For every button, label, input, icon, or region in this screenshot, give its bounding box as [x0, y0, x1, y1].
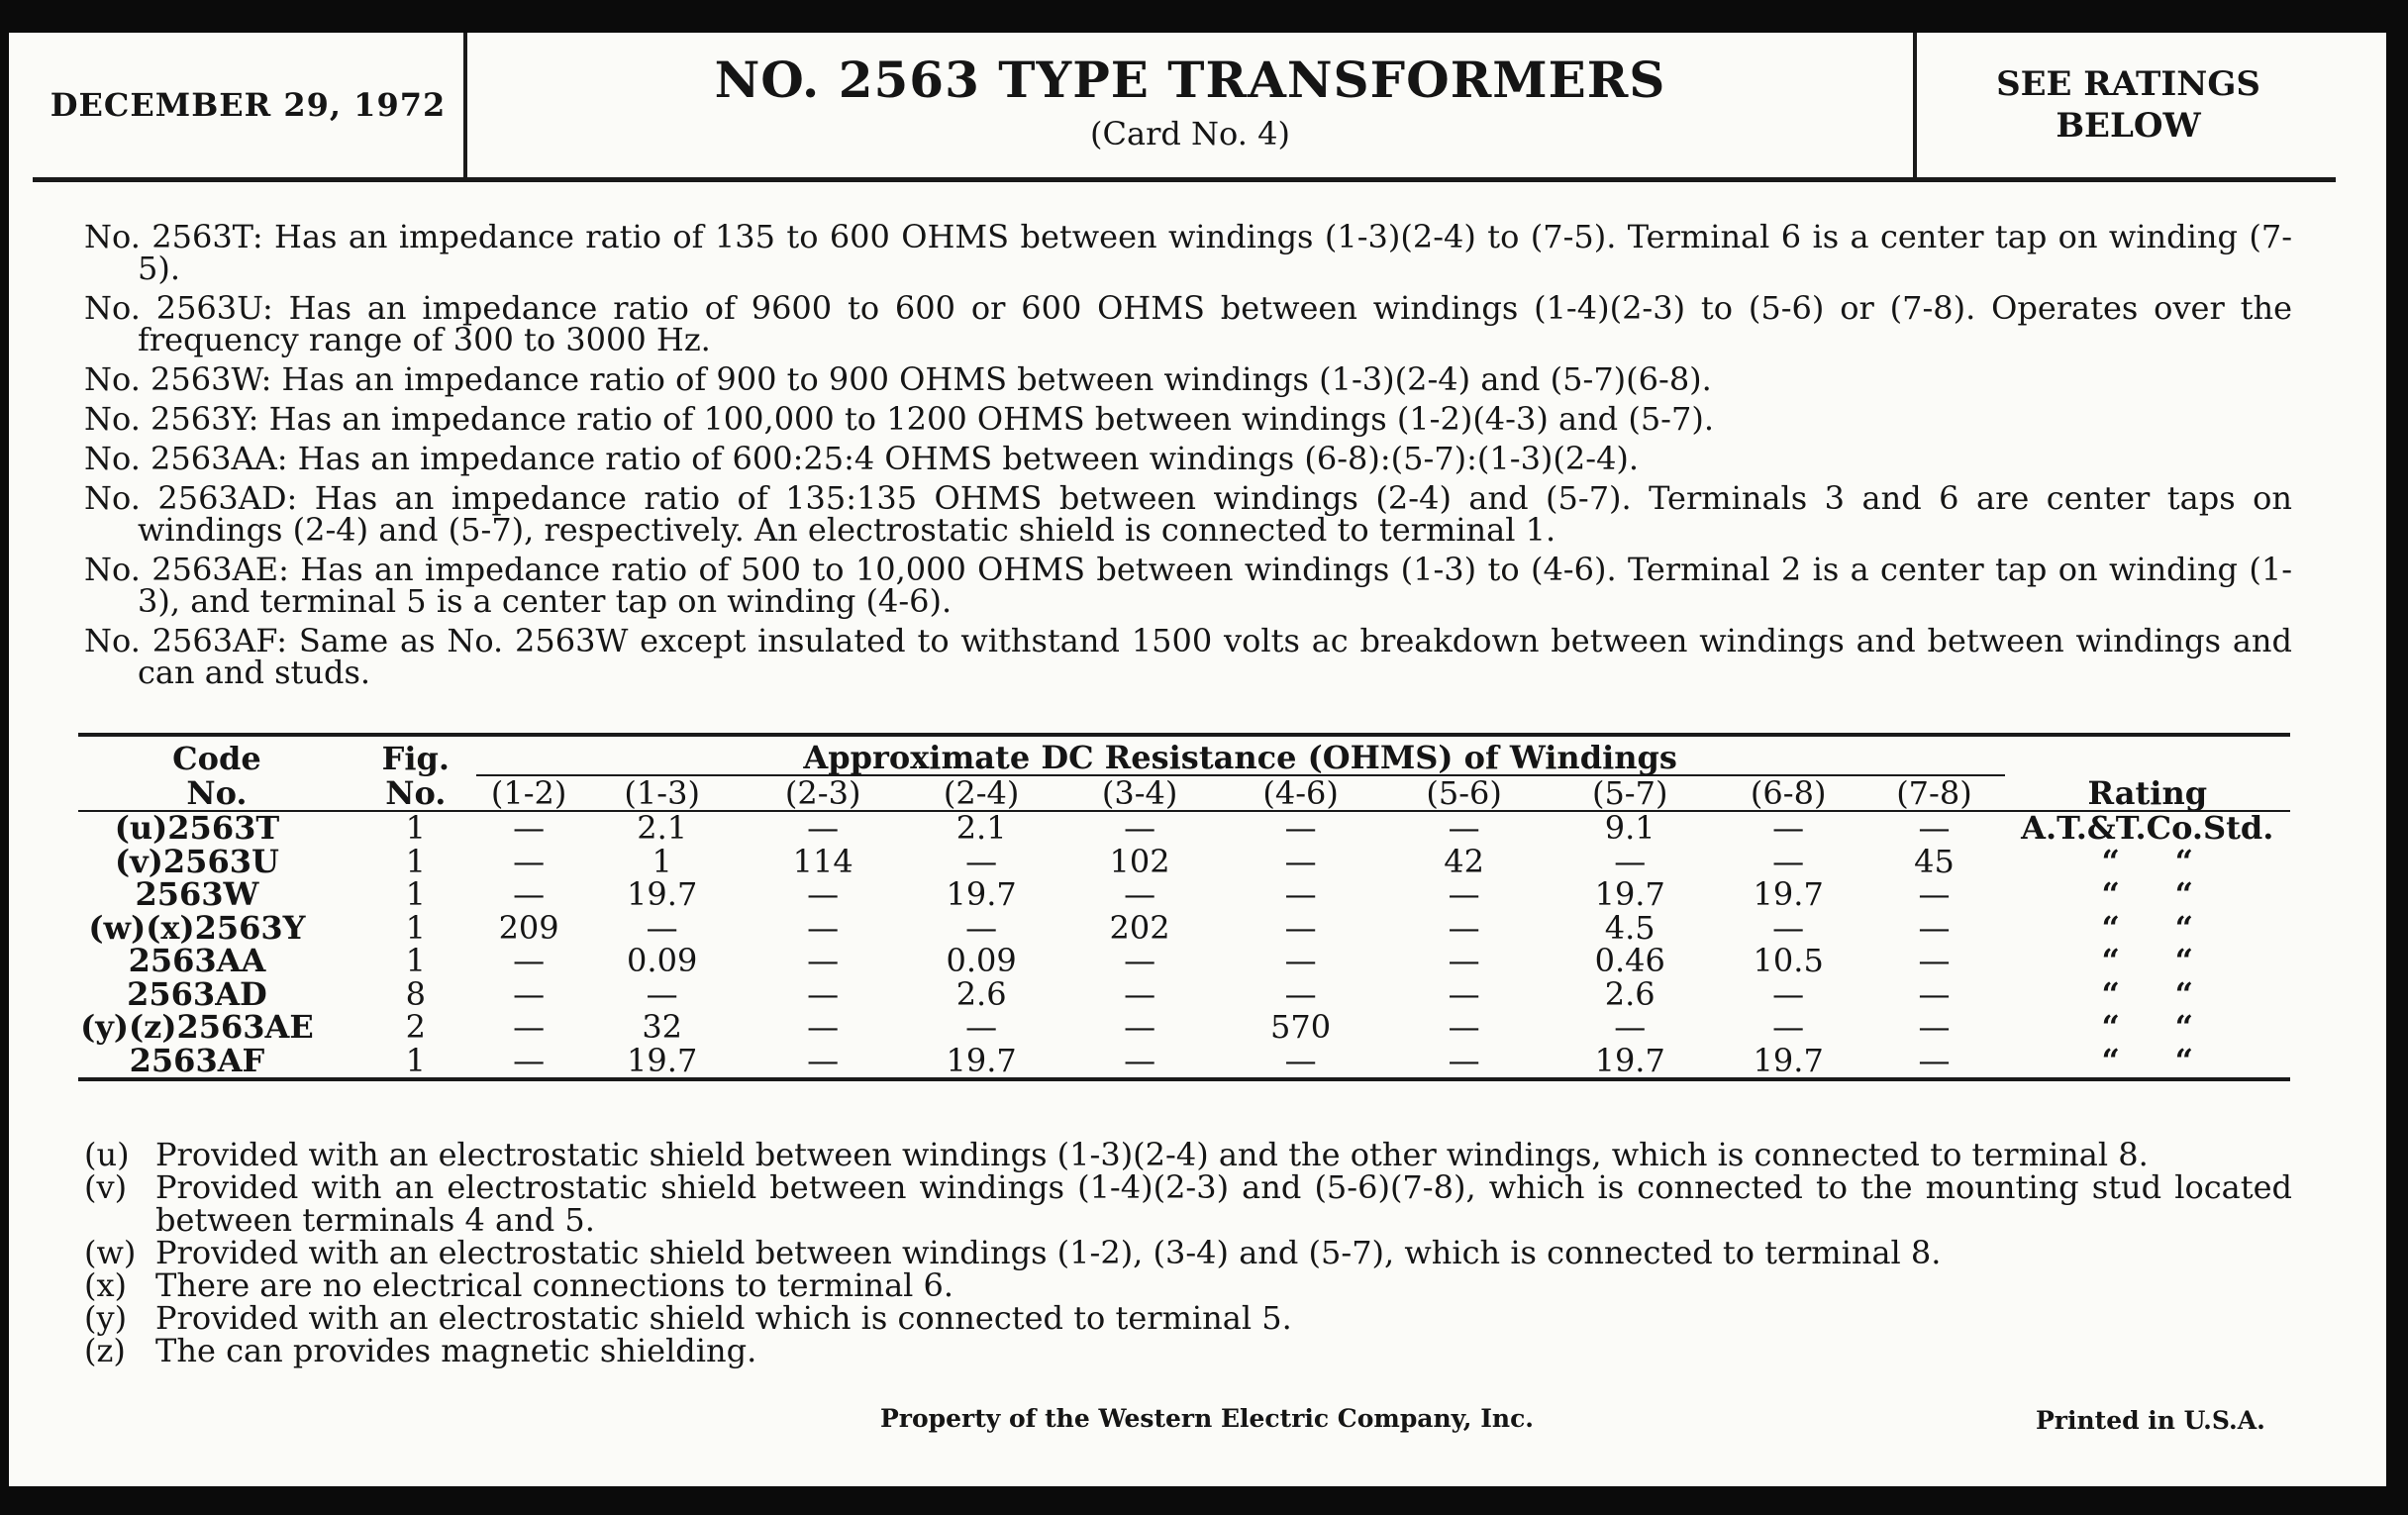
resistance-cell: 9.1: [1604, 809, 1656, 847]
resistance-cell: —: [1124, 974, 1156, 1013]
resistance-cell: —: [807, 974, 840, 1013]
resistance-cell: —: [1448, 1041, 1480, 1079]
winding-col-2-4: (2-4): [943, 774, 1020, 812]
code-header-no: No.: [186, 773, 248, 812]
footnotes: [84, 1136, 2292, 1369]
fig-cell: 1: [405, 842, 427, 880]
table-row: [78, 945, 2290, 978]
resistance-cell: —: [1284, 974, 1317, 1013]
rating-cell: “ “: [2101, 942, 2194, 979]
footnote: [84, 1299, 2292, 1337]
rating-cell: “ “: [2101, 908, 2194, 947]
resistance-cell: —: [1124, 1008, 1156, 1046]
resistance-cell: —: [513, 875, 546, 913]
resistance-cell: —: [513, 1008, 546, 1046]
footnote: [84, 1266, 2292, 1304]
resistance-cell: —: [1124, 875, 1156, 913]
resistance-cell: 10.5: [1753, 942, 1824, 979]
footnote-mark: (w): [84, 1234, 137, 1271]
table-row: [78, 978, 2290, 1012]
code-cell: 2563AD: [127, 974, 267, 1013]
resistance-cell: —: [807, 809, 840, 847]
ratings-note-line2: BELOW: [2056, 106, 2201, 146]
description-2563AD: No. 2563AD: Has an impedance ratio of 135:135 OHMS between windings (2-4) and (5-7). Terminals 3 and 6 are center taps on windings (2-4) and (5-7), respectively. An electrostatic shield is connected to terminal 1.: [84, 479, 2292, 549]
rating-cell: “ “: [2101, 1008, 2194, 1046]
rating-cell: “ “: [2101, 842, 2194, 880]
code-cell: (w)(x)2563Y: [88, 908, 306, 947]
resistance-cell: —: [1614, 842, 1647, 880]
code-cell: (y)(z)2563AE: [80, 1008, 314, 1046]
footnote: [84, 1168, 2292, 1239]
footnote: [84, 1136, 2292, 1173]
title-block: [467, 33, 1913, 177]
rating-cell: “ “: [2101, 1041, 2194, 1079]
fig-cell: 1: [405, 875, 427, 913]
resistance-group-header: Approximate DC Resistance (OHMS) of Windings: [476, 735, 2005, 775]
fig-header-no: No.: [385, 773, 447, 812]
description-2563AE: No. 2563AE: Has an impedance ratio of 500 to 10,000 OHMS between windings (1-3) to (4-6). Terminal 2 is a center tap on winding (1-3), and terminal 5 is a center tap on winding (4-6).: [84, 551, 2292, 620]
rating-cell: A.T.&T.Co.Std.: [2021, 809, 2274, 847]
resistance-cell: —: [1284, 875, 1317, 913]
fig-cell: 1: [405, 942, 427, 979]
fig-cell: 1: [405, 1041, 427, 1079]
table-row: [78, 1045, 2290, 1080]
resistance-cell: 2.1: [637, 809, 688, 847]
resistance-cell: —: [965, 842, 998, 880]
table-row: [78, 878, 2290, 912]
fig-cell: 2: [405, 1008, 427, 1046]
fig-cell: 1: [405, 809, 427, 847]
footnote-text: Provided with an electrostatic shield between windings (1-3)(2-4) and the other windings, which is connected to terminal 8.: [155, 1136, 2149, 1173]
resistance-cell: —: [1918, 942, 1951, 979]
resistance-cell: —: [1918, 1008, 1951, 1046]
resistance-cell: —: [1124, 809, 1156, 847]
resistance-cell: 202: [1109, 908, 1170, 947]
winding-col-6-8: (6-8): [1750, 774, 1827, 812]
resistance-cell: —: [513, 942, 546, 979]
description-2563AA: No. 2563AA: Has an impedance ratio of 600:25:4 OHMS between windings (6-8):(5-7):(1-3)(2-4).: [84, 440, 1640, 477]
resistance-cell: —: [1448, 1008, 1480, 1046]
footnote-text: Provided with an electrostatic shield which is connected to terminal 5.: [155, 1299, 1292, 1337]
resistance-cell: —: [1284, 942, 1317, 979]
footnote: [84, 1234, 2292, 1271]
resistance-cell: 45: [1914, 842, 1955, 880]
resistance-cell: 19.7: [1594, 875, 1665, 913]
resistance-cell: —: [513, 809, 546, 847]
resistance-cell: 19.7: [946, 1041, 1017, 1079]
resistance-cell: —: [807, 875, 840, 913]
resistance-cell: 32: [642, 1008, 683, 1046]
resistance-cell: —: [1918, 1041, 1951, 1079]
code-cell: 2563AF: [129, 1041, 265, 1079]
card-subtitle: (Card No. 4): [1090, 115, 1290, 152]
resistance-cell: —: [513, 974, 546, 1013]
resistance-cell: —: [965, 908, 998, 947]
table-row: [78, 1011, 2290, 1045]
resistance-cell: 19.7: [627, 1041, 698, 1079]
description-2563T: No. 2563T: Has an impedance ratio of 135 to 600 OHMS between windings (1-3)(2-4) to (7-5). Terminal 6 is a center tap on winding (7-5).: [84, 218, 2292, 287]
resistance-cell: —: [1448, 908, 1480, 947]
resistance-cell: —: [807, 1008, 840, 1046]
resistance-cell: 2.1: [955, 809, 1007, 847]
table-row: [78, 846, 2290, 879]
footnote-text: Provided with an electrostatic shield between windings (1-4)(2-3) and (5-6)(7-8), which is connected to the mounting stud located between terminals 4 and 5.: [155, 1168, 2292, 1239]
fig-header: Fig.: [381, 739, 451, 777]
resistance-cell: —: [1918, 809, 1951, 847]
resistance-cell: 19.7: [1753, 875, 1824, 913]
resistance-cell: —: [1448, 809, 1480, 847]
resistance-cell: 114: [792, 842, 853, 880]
resistance-cell: 2.6: [955, 974, 1007, 1013]
resistance-cell: —: [1284, 842, 1317, 880]
resistance-cell: —: [1772, 908, 1805, 947]
winding-col-4-6: (4-6): [1262, 774, 1339, 812]
footnote: [84, 1332, 2292, 1369]
resistance-cell: —: [807, 1041, 840, 1079]
issue-date: DECEMBER 29, 1972: [33, 33, 467, 177]
resistance-cell: —: [646, 908, 678, 947]
spec-card: [9, 33, 2386, 1486]
description-2563W: No. 2563W: Has an impedance ratio of 900 to 900 OHMS between windings (1-3)(2-4) and (5-7)(6-8).: [84, 360, 1712, 398]
winding-col-1-2: (1-2): [490, 774, 567, 812]
footnote-text: There are no electrical connections to terminal 6.: [155, 1266, 954, 1304]
resistance-cell: 570: [1270, 1008, 1332, 1046]
resistance-cell: 2.6: [1604, 974, 1656, 1013]
winding-col-2-3: (2-3): [784, 774, 861, 812]
table-row: [78, 811, 2290, 846]
description-2563Y: No. 2563Y: Has an impedance ratio of 100,000 to 1200 OHMS between windings (1-2)(4-3) and (5-7).: [84, 400, 1714, 438]
resistance-cell: —: [1448, 974, 1480, 1013]
resistance-cell: 209: [498, 908, 559, 947]
code-header: Code: [172, 739, 261, 777]
resistance-cell: —: [1772, 842, 1805, 880]
resistance-cell: —: [1918, 974, 1951, 1013]
resistance-cell: —: [1772, 809, 1805, 847]
code-cell: (v)2563U: [115, 842, 279, 880]
footnote-mark: (v): [84, 1168, 128, 1206]
resistance-table: [78, 733, 2290, 1081]
resistance-cell: —: [1448, 875, 1480, 913]
footnote-mark: (x): [84, 1266, 128, 1304]
winding-col-1-3: (1-3): [624, 774, 700, 812]
resistance-cell: —: [1918, 908, 1951, 947]
resistance-cell: —: [1614, 1008, 1647, 1046]
footnote-text: The can provides magnetic shielding.: [155, 1332, 757, 1369]
description-2563AF: No. 2563AF: Same as No. 2563W except insulated to withstand 1500 volts ac breakdown between windings and between windings and can and studs.: [84, 622, 2292, 691]
code-cell: 2563W: [135, 875, 259, 913]
resistance-cell: —: [513, 1041, 546, 1079]
resistance-cell: 1: [652, 842, 672, 880]
resistance-cell: —: [965, 1008, 998, 1046]
winding-col-7-8: (7-8): [1896, 774, 1972, 812]
resistance-cell: —: [807, 942, 840, 979]
resistance-cell: 42: [1444, 842, 1484, 880]
resistance-cell: 19.7: [1594, 1041, 1665, 1079]
resistance-cell: 0.09: [946, 942, 1017, 979]
resistance-cell: —: [807, 908, 840, 947]
footnote-mark: (z): [84, 1332, 126, 1369]
printed-notice: Printed in U.S.A.: [2036, 1406, 2265, 1435]
card-title: NO. 2563 TYPE TRANSFORMERS: [714, 50, 1666, 109]
code-cell: (u)2563T: [114, 809, 280, 847]
ratings-note-line1: SEE RATINGS: [1996, 64, 2260, 104]
winding-col-3-4: (3-4): [1101, 774, 1178, 812]
rating-cell: “ “: [2101, 974, 2194, 1013]
rating-header: Rating: [2087, 774, 2208, 812]
resistance-cell: —: [1284, 908, 1317, 947]
resistance-cell: —: [1918, 875, 1951, 913]
resistance-cell: —: [1448, 942, 1480, 979]
winding-col-5-6: (5-6): [1426, 774, 1502, 812]
rating-cell: “ “: [2101, 875, 2194, 913]
ratings-note: [1913, 33, 2340, 177]
resistance-cell: 19.7: [627, 875, 698, 913]
resistance-cell: 0.09: [627, 942, 698, 979]
descriptions: [84, 218, 2292, 696]
resistance-cell: 102: [1109, 842, 1170, 880]
table-row: [78, 912, 2290, 946]
resistance-cell: 0.46: [1594, 942, 1665, 979]
resistance-cell: —: [1284, 809, 1317, 847]
resistance-cell: —: [646, 974, 678, 1013]
resistance-cell: —: [1772, 1008, 1805, 1046]
property-notice: Property of the Western Electric Company, Inc.: [880, 1404, 1535, 1433]
footnote-mark: (y): [84, 1299, 128, 1337]
card-header: [33, 33, 2336, 182]
description-2563U: No. 2563U: Has an impedance ratio of 9600 to 600 or 600 OHMS between windings (1-4)(2-3) to (5-6) or (7-8). Operates over the frequency range of 300 to 3000 Hz.: [84, 289, 2292, 358]
resistance-cell: —: [1124, 1041, 1156, 1079]
resistance-cell: —: [1284, 1041, 1317, 1079]
fig-cell: 1: [405, 908, 427, 947]
winding-col-5-7: (5-7): [1591, 774, 1668, 812]
resistance-cell: 19.7: [1753, 1041, 1824, 1079]
footnote-text: Provided with an electrostatic shield between windings (1-2), (3-4) and (5-7), which is connected to terminal 8.: [155, 1234, 1942, 1271]
code-cell: 2563AA: [128, 942, 266, 979]
resistance-cell: —: [513, 842, 546, 880]
resistance-cell: 4.5: [1604, 908, 1656, 947]
footnote-mark: (u): [84, 1136, 130, 1173]
resistance-cell: —: [1124, 942, 1156, 979]
resistance-cell: —: [1772, 974, 1805, 1013]
resistance-cell: 19.7: [946, 875, 1017, 913]
fig-cell: 8: [405, 974, 427, 1013]
